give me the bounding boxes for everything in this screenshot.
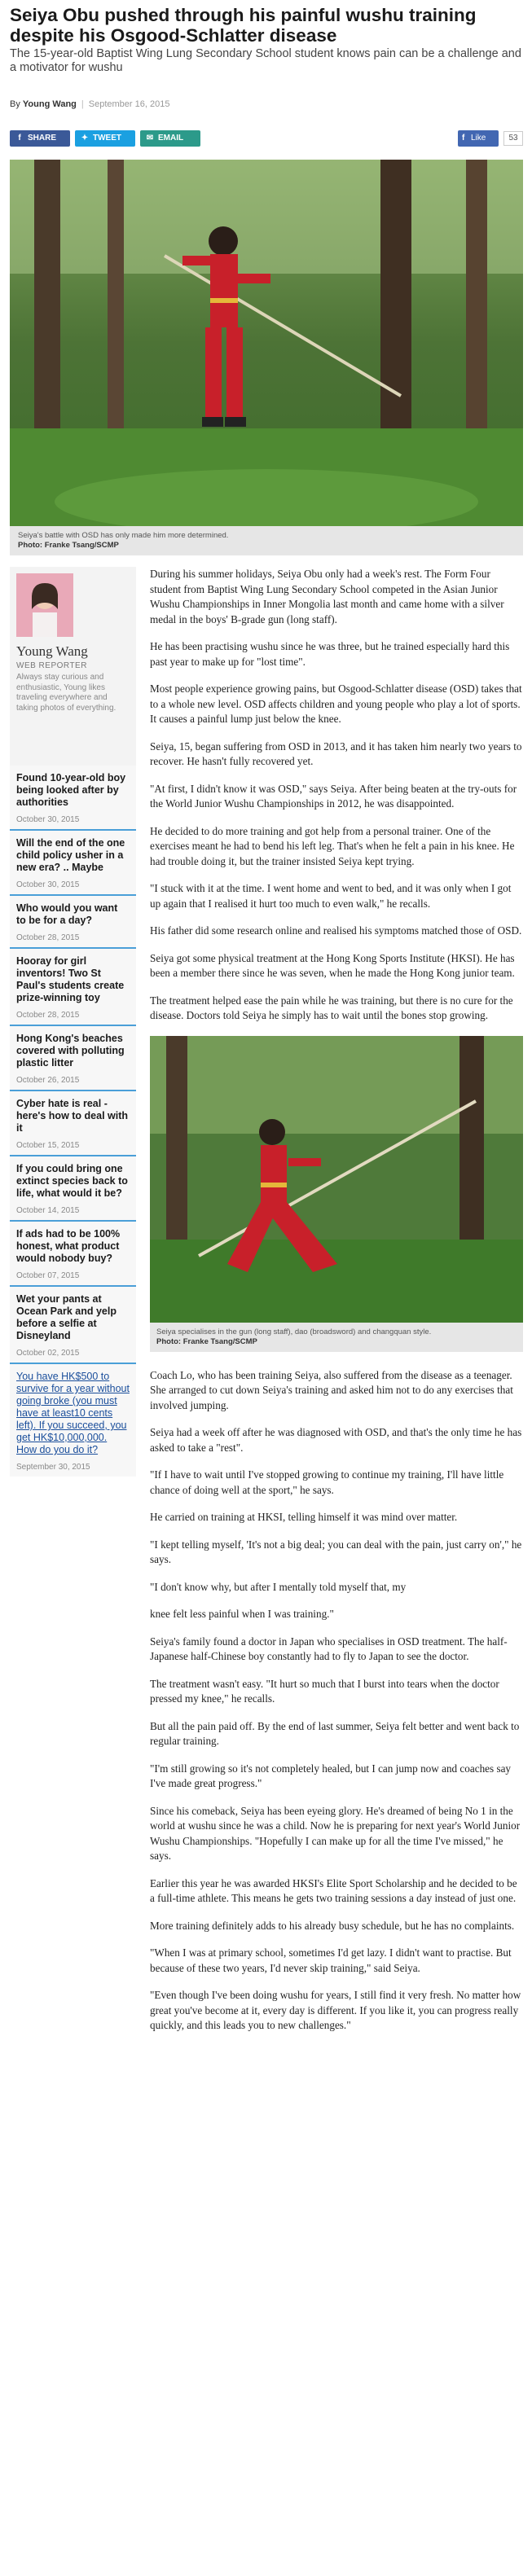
body-paragraph: "If I have to wait until I've stopped growing to continue my training, I'll have little chance of doing well at the sport," he says.	[150, 1468, 504, 1496]
share-bar	[10, 130, 523, 147]
body-paragraph: "I stuck with it at the time. I went home and went to bed, and it was only when I got up again that I realised it hurt too much to even walk," he recalls.	[150, 882, 512, 910]
sidebar-item-date: October 30, 2015	[16, 880, 80, 889]
body-paragraph: He carried on training at HKSI, telling himself it was mind over matter.	[150, 1511, 458, 1523]
body-paragraph: Seiya had a week off after he was diagnosed with OSD, and that's the only time he has asked to take a "rest".	[150, 1426, 522, 1454]
hero-photo-illustration	[10, 160, 523, 526]
facebook-share-button[interactable]	[10, 130, 70, 147]
inline-photo-illustration	[150, 1036, 523, 1323]
sidebar-item-title[interactable]: Cyber hate is real - here's how to deal with it	[16, 1098, 129, 1134]
article-subhead: The 15-year-old Baptist Wing Lung Secondary School student knows pain can be a challenge and a motivator for wushu	[10, 47, 521, 74]
body-paragraph: But all the pain paid off. By the end of last summer, Seiya felt better and went back to regular training.	[150, 1719, 520, 1747]
author-name[interactable]: Young Wang	[16, 643, 88, 659]
hero-photo-credit: Photo: Franke Tsang/SCMP	[18, 541, 119, 550]
like-count: 53	[503, 131, 523, 146]
sidebar-item[interactable]	[10, 1287, 136, 1363]
article-body	[150, 567, 523, 2046]
body-paragraph: Seiya's family found a doctor in Japan who specialises in OSD treatment. The half-Japanese half-Chinese boy constantly had to fly to Japan to see the doctor.	[150, 1635, 508, 1662]
hero-caption	[10, 526, 523, 555]
sidebar-item[interactable]	[10, 896, 136, 947]
sidebar-item[interactable]	[10, 949, 136, 1025]
like-button[interactable]: f Like	[458, 130, 499, 147]
sidebar	[10, 567, 136, 1477]
sidebar-item-date: October 30, 2015	[16, 815, 80, 824]
inline-photo-credit: Photo: Franke Tsang/SCMP	[156, 1336, 257, 1346]
sidebar-item-title[interactable]: Will the end of the one child policy usher in a new era? .. Maybe	[16, 837, 125, 873]
envelope-icon: ✉	[146, 134, 154, 143]
body-paragraph: "At first, I didn't know it was OSD," says Seiya. After being beaten at the try-outs for the World Junior Wushu Championships in 2012, he was disappointed.	[150, 782, 517, 810]
body-paragraph: "When I was at primary school, sometimes I'd get lazy. I didn't want to practise. But because of these two years, I'd never skip training," said Seiya.	[150, 1946, 512, 1974]
body-paragraph: Since his comeback, Seiya has been eyeing glory. He's dreamed of being No 1 in the world at wushu since he was a child. Now he is preparing for next year's World Junior Wushu Championships. "Hopefully I can make up for all the time I've missed," he says.	[150, 1804, 521, 1862]
hero-caption-text: Seiya's battle with OSD has only made him more determined.	[18, 531, 229, 540]
publish-date: September 16, 2015	[88, 99, 170, 109]
sidebar-item-title[interactable]: Hong Kong's beaches covered with polluting plastic litter	[16, 1033, 125, 1069]
sidebar-item-title[interactable]: Who would you want to be for a day?	[16, 902, 118, 926]
author-role: WEB REPORTER	[16, 661, 87, 670]
facebook-icon: f	[18, 134, 21, 143]
inline-caption-text: Seiya specialises in the gun (long staff), dao (broadsword) and changquan style.	[156, 1327, 432, 1336]
email-share-button[interactable]	[140, 130, 200, 147]
body-paragraph: "Even though I've been doing wushu for years, I still find it very fresh. No matter how great you've become at it, every day is different. If you like it, you can progress really quickly, and this leads you to new challenges."	[150, 1989, 521, 2031]
byline	[10, 99, 169, 109]
sidebar-item-title[interactable]: If ads had to be 100% honest, what product would nobody buy?	[16, 1228, 121, 1264]
body-paragraph: During his summer holidays, Seiya Obu only had a week's rest. The Form Four student from Baptist Wing Lung Secondary School competed in the Asian Junior Wushu Championships in Inner Mongolia last month and came home with a silver medal in the boys' B-grade gun (long staff).	[150, 568, 504, 625]
sidebar-item-title[interactable]: Hooray for girl inventors! Two St Paul's students create prize-winning toy	[16, 955, 125, 1003]
body-paragraph: "I kept telling myself, 'It's not a big deal; you can deal with the pain, just carry on'," he says.	[150, 1538, 522, 1565]
byline-author[interactable]: Young Wang	[22, 99, 77, 109]
sidebar-item-title-link[interactable]: You have HK$500 to survive for a year without going broke (you must have at least10 cents left). If you succeed, you get HK$10,000,000. How do you do it?	[16, 1371, 130, 1455]
sidebar-item-date: October 07, 2015	[16, 1271, 80, 1280]
body-paragraph: Earlier this year he was awarded HKSI's Elite Sport Scholarship and he decided to be a full-time athlete. This means he gets two training sessions a day instead of just one.	[150, 1876, 517, 1904]
inline-photo-caption	[150, 1323, 523, 1352]
byline-prefix: By	[10, 99, 23, 109]
body-paragraph: Seiya, 15, began suffering from OSD in 2013, and it has taken him nearly two years to recover. He hasn't fully recovered yet.	[150, 739, 522, 767]
facebook-like-widget[interactable]	[458, 130, 523, 147]
sidebar-item-date: October 28, 2015	[16, 933, 80, 942]
sidebar-item[interactable]	[10, 1091, 136, 1155]
body-paragraph: He decided to do more training and got help from a personal trainer. One of the exercises meant he had to bend his left leg. That's when he felt a pain in his knee. He had trouble doing it, but the trainer insisted Seiya kept trying.	[150, 824, 515, 867]
sidebar-item[interactable]	[10, 831, 136, 894]
body-paragraph: Seiya got some physical treatment at the Hong Kong Sports Institute (HKSI). He has been a member there since he was seven, when he made the Hong Kong junior team.	[150, 951, 515, 979]
email-label: EMAIL	[158, 134, 184, 143]
sidebar-item-title[interactable]: Wet your pants at Ocean Park and yelp before a selfie at Disneyland	[16, 1293, 117, 1341]
hero-photo	[10, 160, 523, 526]
sidebar-item[interactable]	[10, 1026, 136, 1090]
sidebar-item-date: September 30, 2015	[16, 1463, 90, 1472]
body-paragraph: He has been practising wushu since he was three, but he trained especially hard this past year to make up for "lost time".	[150, 640, 510, 668]
body-paragraph: "I don't know why, but after I mentally told myself that, my	[150, 1580, 407, 1593]
author-bio: Always stay curious and enthusiastic, Young likes traveling everywhere and taking photos of everything.	[16, 673, 117, 713]
body-paragraph: The treatment wasn't easy. "It hurt so much that I burst into tears when the doctor pressed my knee," he recalls.	[150, 1677, 499, 1705]
sidebar-item[interactable]	[10, 766, 136, 829]
sidebar-item-title[interactable]: If you could bring one extinct species back to life, what would it be?	[16, 1163, 128, 1199]
sidebar-item-date: October 26, 2015	[16, 1076, 80, 1085]
sidebar-item-date: October 02, 2015	[16, 1349, 80, 1358]
body-paragraph: knee felt less painful when I was training."	[150, 1608, 334, 1620]
sidebar-item[interactable]	[10, 1364, 136, 1477]
author-avatar[interactable]	[16, 573, 73, 637]
share-label: SHARE	[28, 134, 57, 143]
sidebar-item-date: October 28, 2015	[16, 1011, 80, 1020]
twitter-bird-icon: ✦	[81, 134, 89, 143]
body-paragraph: Coach Lo, who has been training Seiya, also suffered from the disease as a teenager. She arranged to cut down Seiya's training and asked him not to do any exercises that involved jumping.	[150, 1368, 513, 1411]
body-paragraph: His father did some research online and realised his symptoms matched those of OSD.	[150, 924, 522, 937]
sidebar-item-date: October 14, 2015	[16, 1206, 80, 1215]
author-box	[10, 567, 136, 766]
body-paragraph: The treatment helped ease the pain while he was training, but there is no cure for the disease. Doctors told Seiya he simply has to wait until the bones stop growing.	[150, 994, 513, 1021]
article-headline: Seiya Obu pushed through his painful wushu training despite his Osgood-Schlatter disease	[10, 5, 477, 46]
sidebar-item-date: October 15, 2015	[16, 1141, 80, 1150]
byline-separator: |	[81, 99, 84, 109]
body-paragraph: More training definitely adds to his already busy schedule, but he has no complaints.	[150, 1919, 515, 1932]
body-paragraph: Most people experience growing pains, but Osgood-Schlatter disease (OSD) takes that to a whole new level. OSD affects children and young people who play a lot of sports. It causes a painful lump just below the knee.	[150, 682, 522, 725]
tweet-label: TWEET	[93, 134, 121, 143]
sidebar-item[interactable]	[10, 1222, 136, 1285]
body-paragraph: "I'm still growing so it's not completely healed, but I can jump now and coaches say I've made great progress."	[150, 1762, 512, 1789]
tweet-button[interactable]	[75, 130, 135, 147]
sidebar-item-title[interactable]: Found 10-year-old boy being looked after by authorities	[16, 772, 126, 808]
inline-photo	[150, 1036, 523, 1323]
sidebar-item[interactable]	[10, 1156, 136, 1220]
author-avatar-illustration	[16, 573, 73, 637]
